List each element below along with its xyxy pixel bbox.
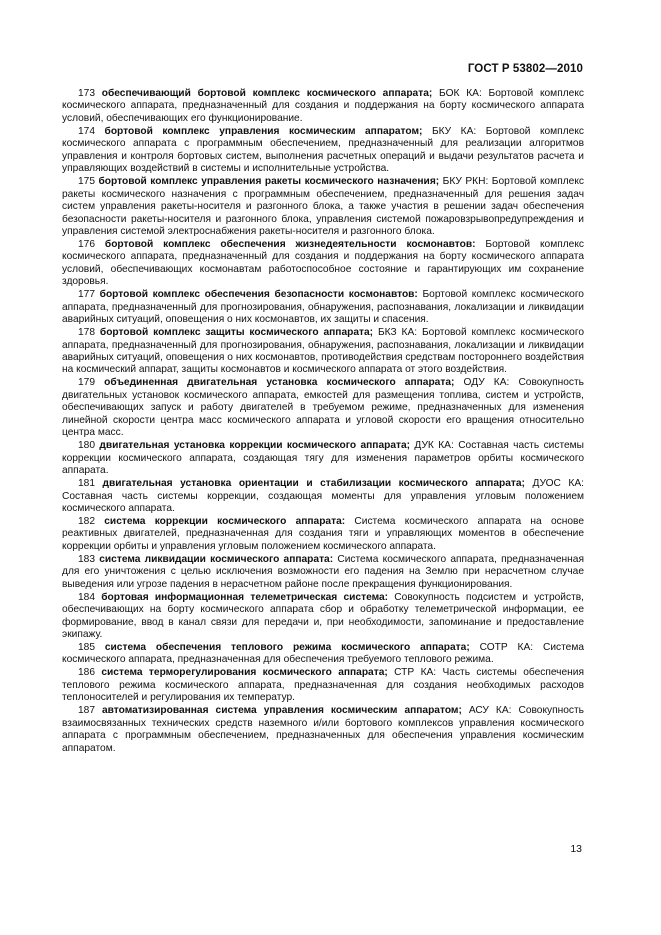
- entry-number: 176: [78, 238, 95, 250]
- term-entry-180: [62, 440, 584, 477]
- entry-definition: ДУК КА: Составная часть системы коррекции космического аппарата, создающая тягу для изменения параметров орбиты космического аппарата.: [62, 440, 584, 477]
- entry-definition: СОТР КА: Система космического аппарата, предназначенная для обеспечения требуемого теплового режима.: [62, 641, 584, 666]
- term-entry-181: [62, 478, 584, 515]
- entry-definition: БКУ КА: Бортовой комплекс космического аппарата с программным обеспечением, предназначенный для реализации алгоритмов управления и контроля бортовых систем, выполнения расчетных операций и выдачи результатов расчета и управляющих воздействий в системы и исполнительные устройства.: [62, 125, 584, 175]
- term-entry-173: [62, 88, 584, 125]
- entry-definition: БКЗ КА: Бортовой комплекс космического аппарата, предназначенный для прогнозирования, обнаружения, распознавания, локализации и ликвидации аварийных ситуаций, оповещения о них космонавтов, противодействия средствам постороннего воздействия на космический аппарат, защиты космонавтов и космического аппарата от этого воздействия.: [62, 327, 584, 376]
- entry-number: 175: [78, 176, 95, 188]
- entry-term: система коррекции космического аппарата:: [104, 515, 346, 527]
- entry-term: бортовой комплекс обеспечения безопасности космонавтов:: [99, 289, 418, 301]
- entry-number: 186: [78, 667, 95, 679]
- entry-definition: БКУ РКН: Бортовой комплекс ракеты космического назначения с программным обеспечением, предназначенный для решения задач систем управления ракеты-носителя и разгонного блока, а также участия в решении задач обеспечения безопасности ракеты-носителя и разгонного блока, управления системой пожаровзрывопредупреждения и управления системой электроснабжения ракеты-носителя и разгонного блока.: [62, 176, 584, 237]
- term-entry-175: [62, 176, 584, 238]
- entry-term: система обеспечения теплового режима космического аппарата;: [104, 641, 470, 653]
- entry-term: система ликвидации космического аппарата:: [99, 553, 334, 565]
- entry-definition: Система космического аппарата на основе реактивных двигателей, предназначенная для создания тяги и управляющих моментов в обеспечение коррекции орбиты и управления угловым положением космического аппарата.: [62, 515, 584, 552]
- entry-number: 173: [78, 88, 95, 99]
- term-entry-184: [62, 592, 584, 642]
- entry-term: бортовой комплекс управления ракеты космического назначения;: [98, 176, 440, 188]
- entry-number: 184: [78, 591, 95, 603]
- term-entry-174: [62, 126, 584, 176]
- term-entry-178: [62, 327, 584, 377]
- entry-number: 180: [78, 440, 95, 452]
- entry-definition: Система космического аппарата, предназначенная для его уничтожения с целью исключения возможности его падения на Землю при нерасчетном случае выведения или угрозе падения в нерасчетном районе после прекращения функционирования.: [62, 553, 584, 590]
- entry-term: система терморегулирования космического аппарата;: [101, 667, 388, 679]
- entry-term: автоматизированная система управления космическим аппаратом;: [102, 705, 462, 717]
- entry-definition: Бортовой комплекс космического аппарата, предназначенный для создания и поддержания на борту космического аппарата условий, обеспечивающих космонавтам работоспособное состояние и гарантирующих им сохранение здоровья.: [62, 238, 585, 288]
- term-entry-186: [62, 667, 584, 704]
- entry-definition: ОДУ КА: Совокупность двигательных установок космического аппарата, емкостей для размещения топлива, систем и устройств, обеспечивающих запуск и работу двигателей в требуемом режиме, предназначенных для изменения линейной скорости центра масс космического аппарата и угловой скорости его вращения относительно центра масс.: [62, 377, 584, 439]
- entry-number: 174: [78, 125, 95, 137]
- entry-term: объединенная двигательная установка космического аппарата;: [104, 377, 455, 389]
- page-number: 13: [570, 843, 582, 855]
- entry-number: 179: [78, 377, 95, 389]
- term-entry-177: [62, 289, 584, 326]
- entry-term: бортовая информационная телеметрическая система:: [101, 591, 389, 603]
- terms-list: [62, 88, 584, 756]
- entry-term: обеспечивающий бортовой комплекс космического аппарата;: [101, 88, 433, 99]
- entry-definition: Бортовой комплекс космического аппарата, предназначенный для прогнозирования, обнаружения, распознавания, локализации и ликвидации аварийных ситуаций, оповещения о них космонавтов, их защиты и спасения.: [62, 289, 584, 326]
- term-entry-187: [62, 705, 584, 755]
- entry-number: 177: [78, 289, 95, 301]
- entry-term: бортовой комплекс управления космическим аппаратом;: [104, 125, 423, 137]
- entry-definition: СТР КА: Часть системы обеспечения теплового режима космического аппарата, предназначенная для создания необходимых расходов теплоносителей и регулирования их температур.: [62, 667, 584, 704]
- entry-number: 187: [78, 705, 95, 717]
- standard-code-header: ГОСТ Р 53802—2010: [467, 63, 583, 75]
- entry-number: 183: [78, 553, 95, 565]
- entry-term: бортовой комплекс обеспечения жизнедеятельности космонавтов:: [104, 238, 476, 250]
- entry-term: бортовой комплекс защиты космического аппарата;: [99, 327, 374, 339]
- entry-definition: АСУ КА: Совокупность взаимосвязанных технических средств наземного и/или бортового комплексов управления космического аппарата с программным обеспечением, предназначенных для обеспечения управления космическим аппаратом.: [62, 705, 584, 754]
- term-entry-182: [62, 516, 584, 553]
- term-entry-185: [62, 642, 584, 667]
- entry-term: двигательная установка коррекции космического аппарата;: [99, 440, 411, 452]
- entry-number: 185: [78, 641, 95, 653]
- entry-term: двигательная установка ориентации и стабилизации космического аппарата;: [102, 478, 525, 490]
- term-entry-179: [62, 377, 584, 439]
- entry-number: 181: [78, 478, 95, 490]
- term-entry-183: [62, 554, 584, 591]
- entry-definition: Совокупность подсистем и устройств, обеспечивающих на борту космического аппарата сбор и обработку телеметрической информации, ее формирование, ввод в канал связи для передачи и, при необходимости, запоминание и предоставление экипажу.: [62, 591, 584, 640]
- entry-definition: ДУОС КА: Составная часть системы коррекции, создающая моменты для управления угловым положением космического аппарата.: [62, 478, 584, 514]
- entry-number: 178: [78, 327, 95, 339]
- entry-definition: БОК КА: Бортовой комплекс космического аппарата, предназначенный для создания и поддержания на борту космического аппарата условий, обеспечивающих его функционирование.: [62, 88, 584, 124]
- term-entry-176: [62, 239, 584, 289]
- entry-number: 182: [78, 515, 95, 527]
